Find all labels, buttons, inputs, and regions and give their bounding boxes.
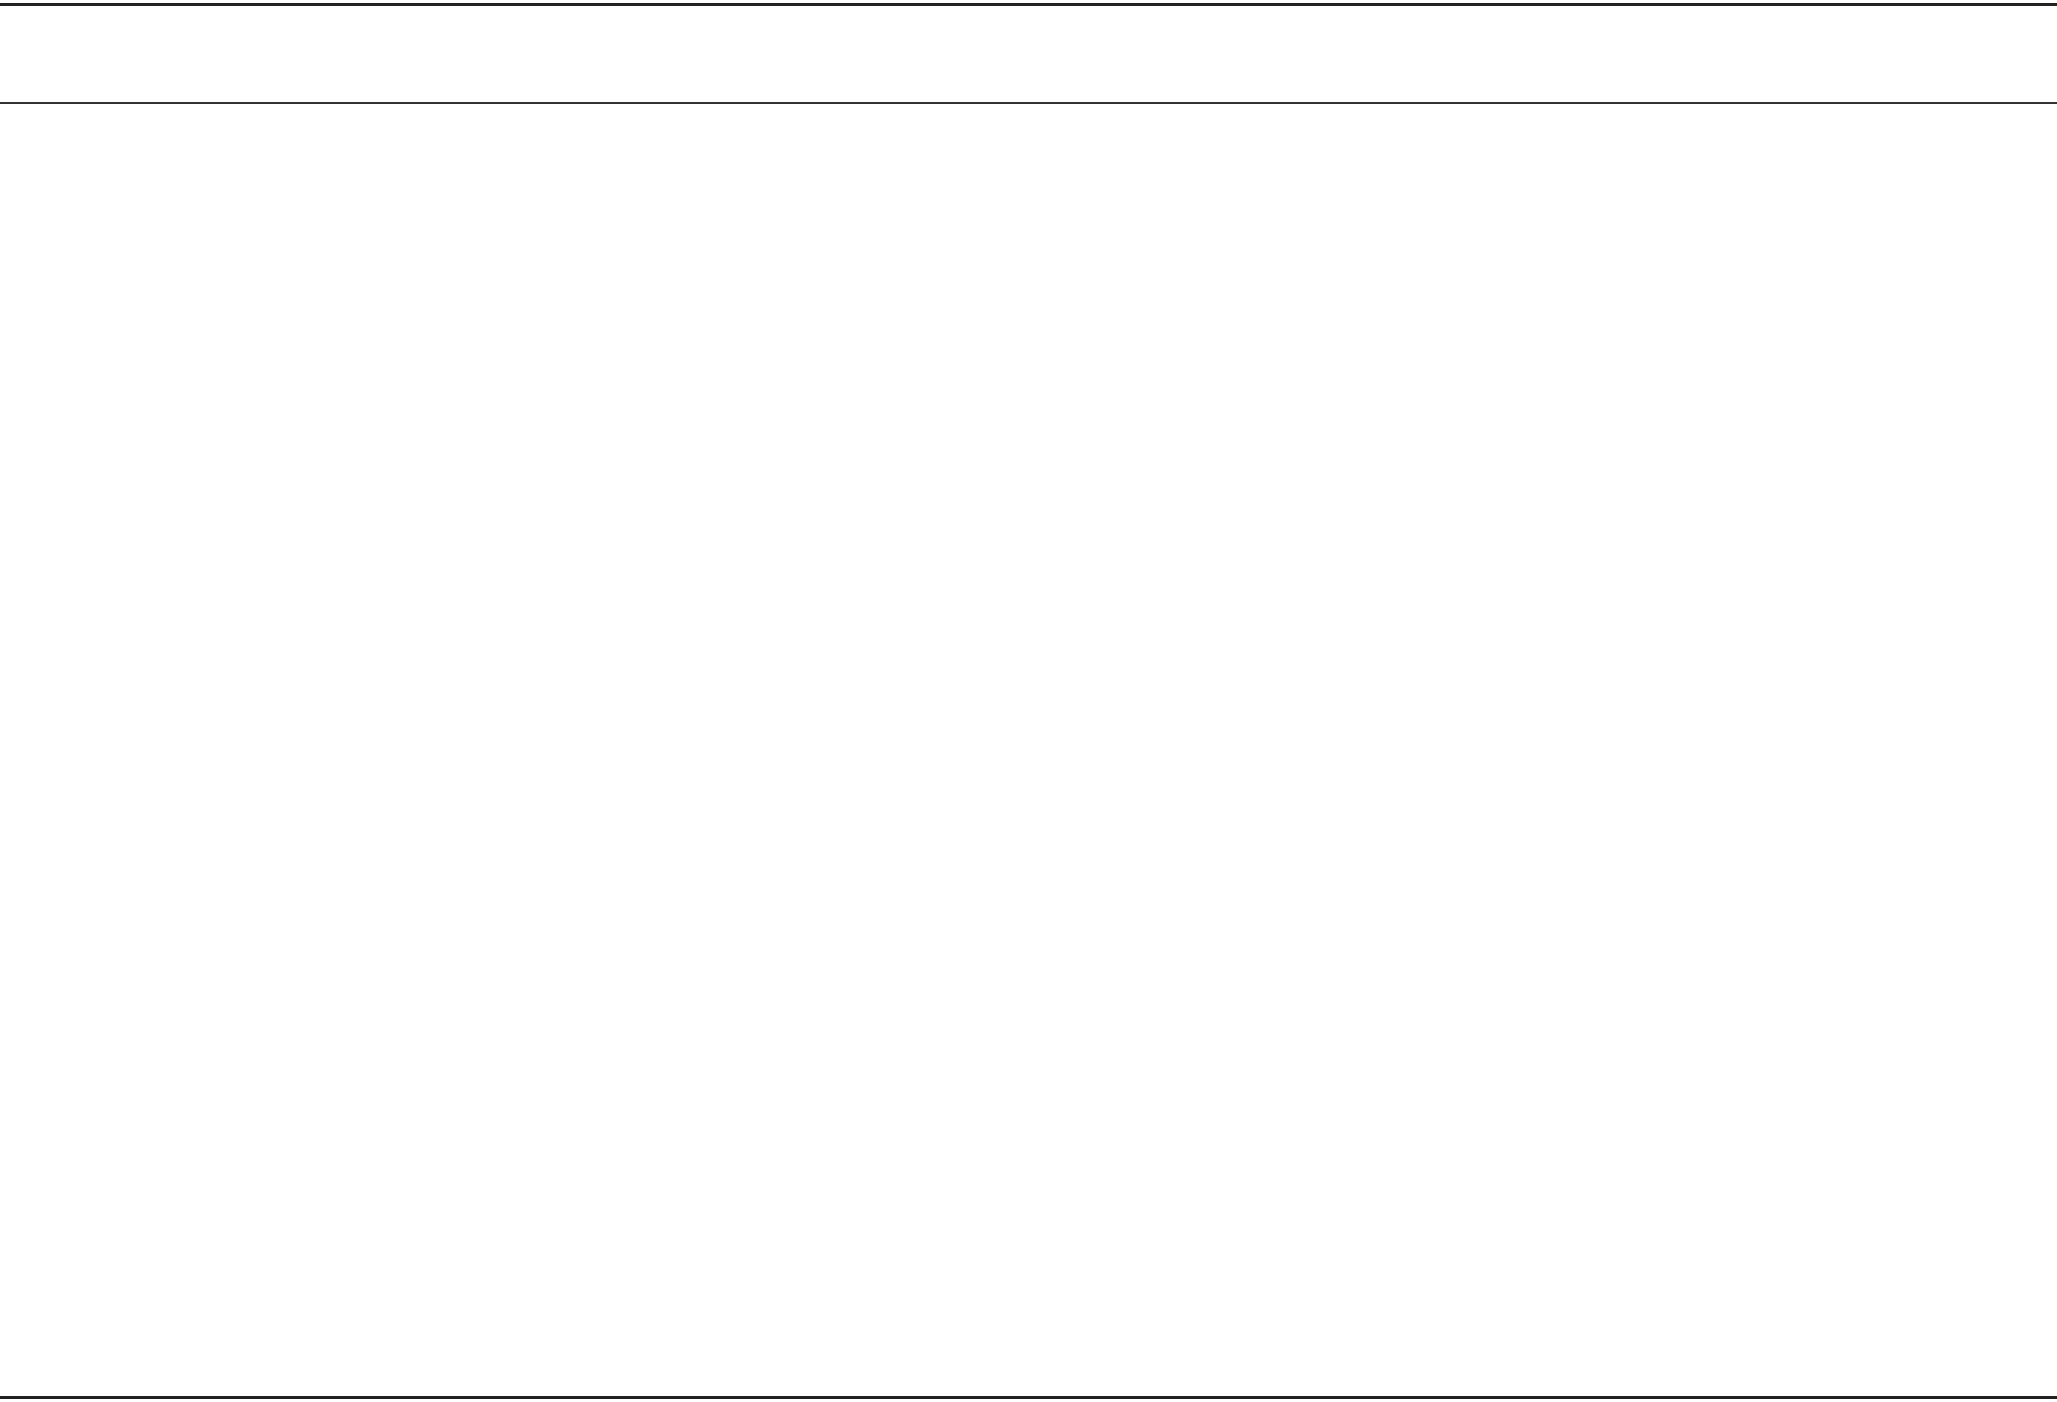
revenue-table (0, 3, 2057, 1399)
table-header (0, 6, 2057, 104)
item-column-header (0, 6, 684, 102)
